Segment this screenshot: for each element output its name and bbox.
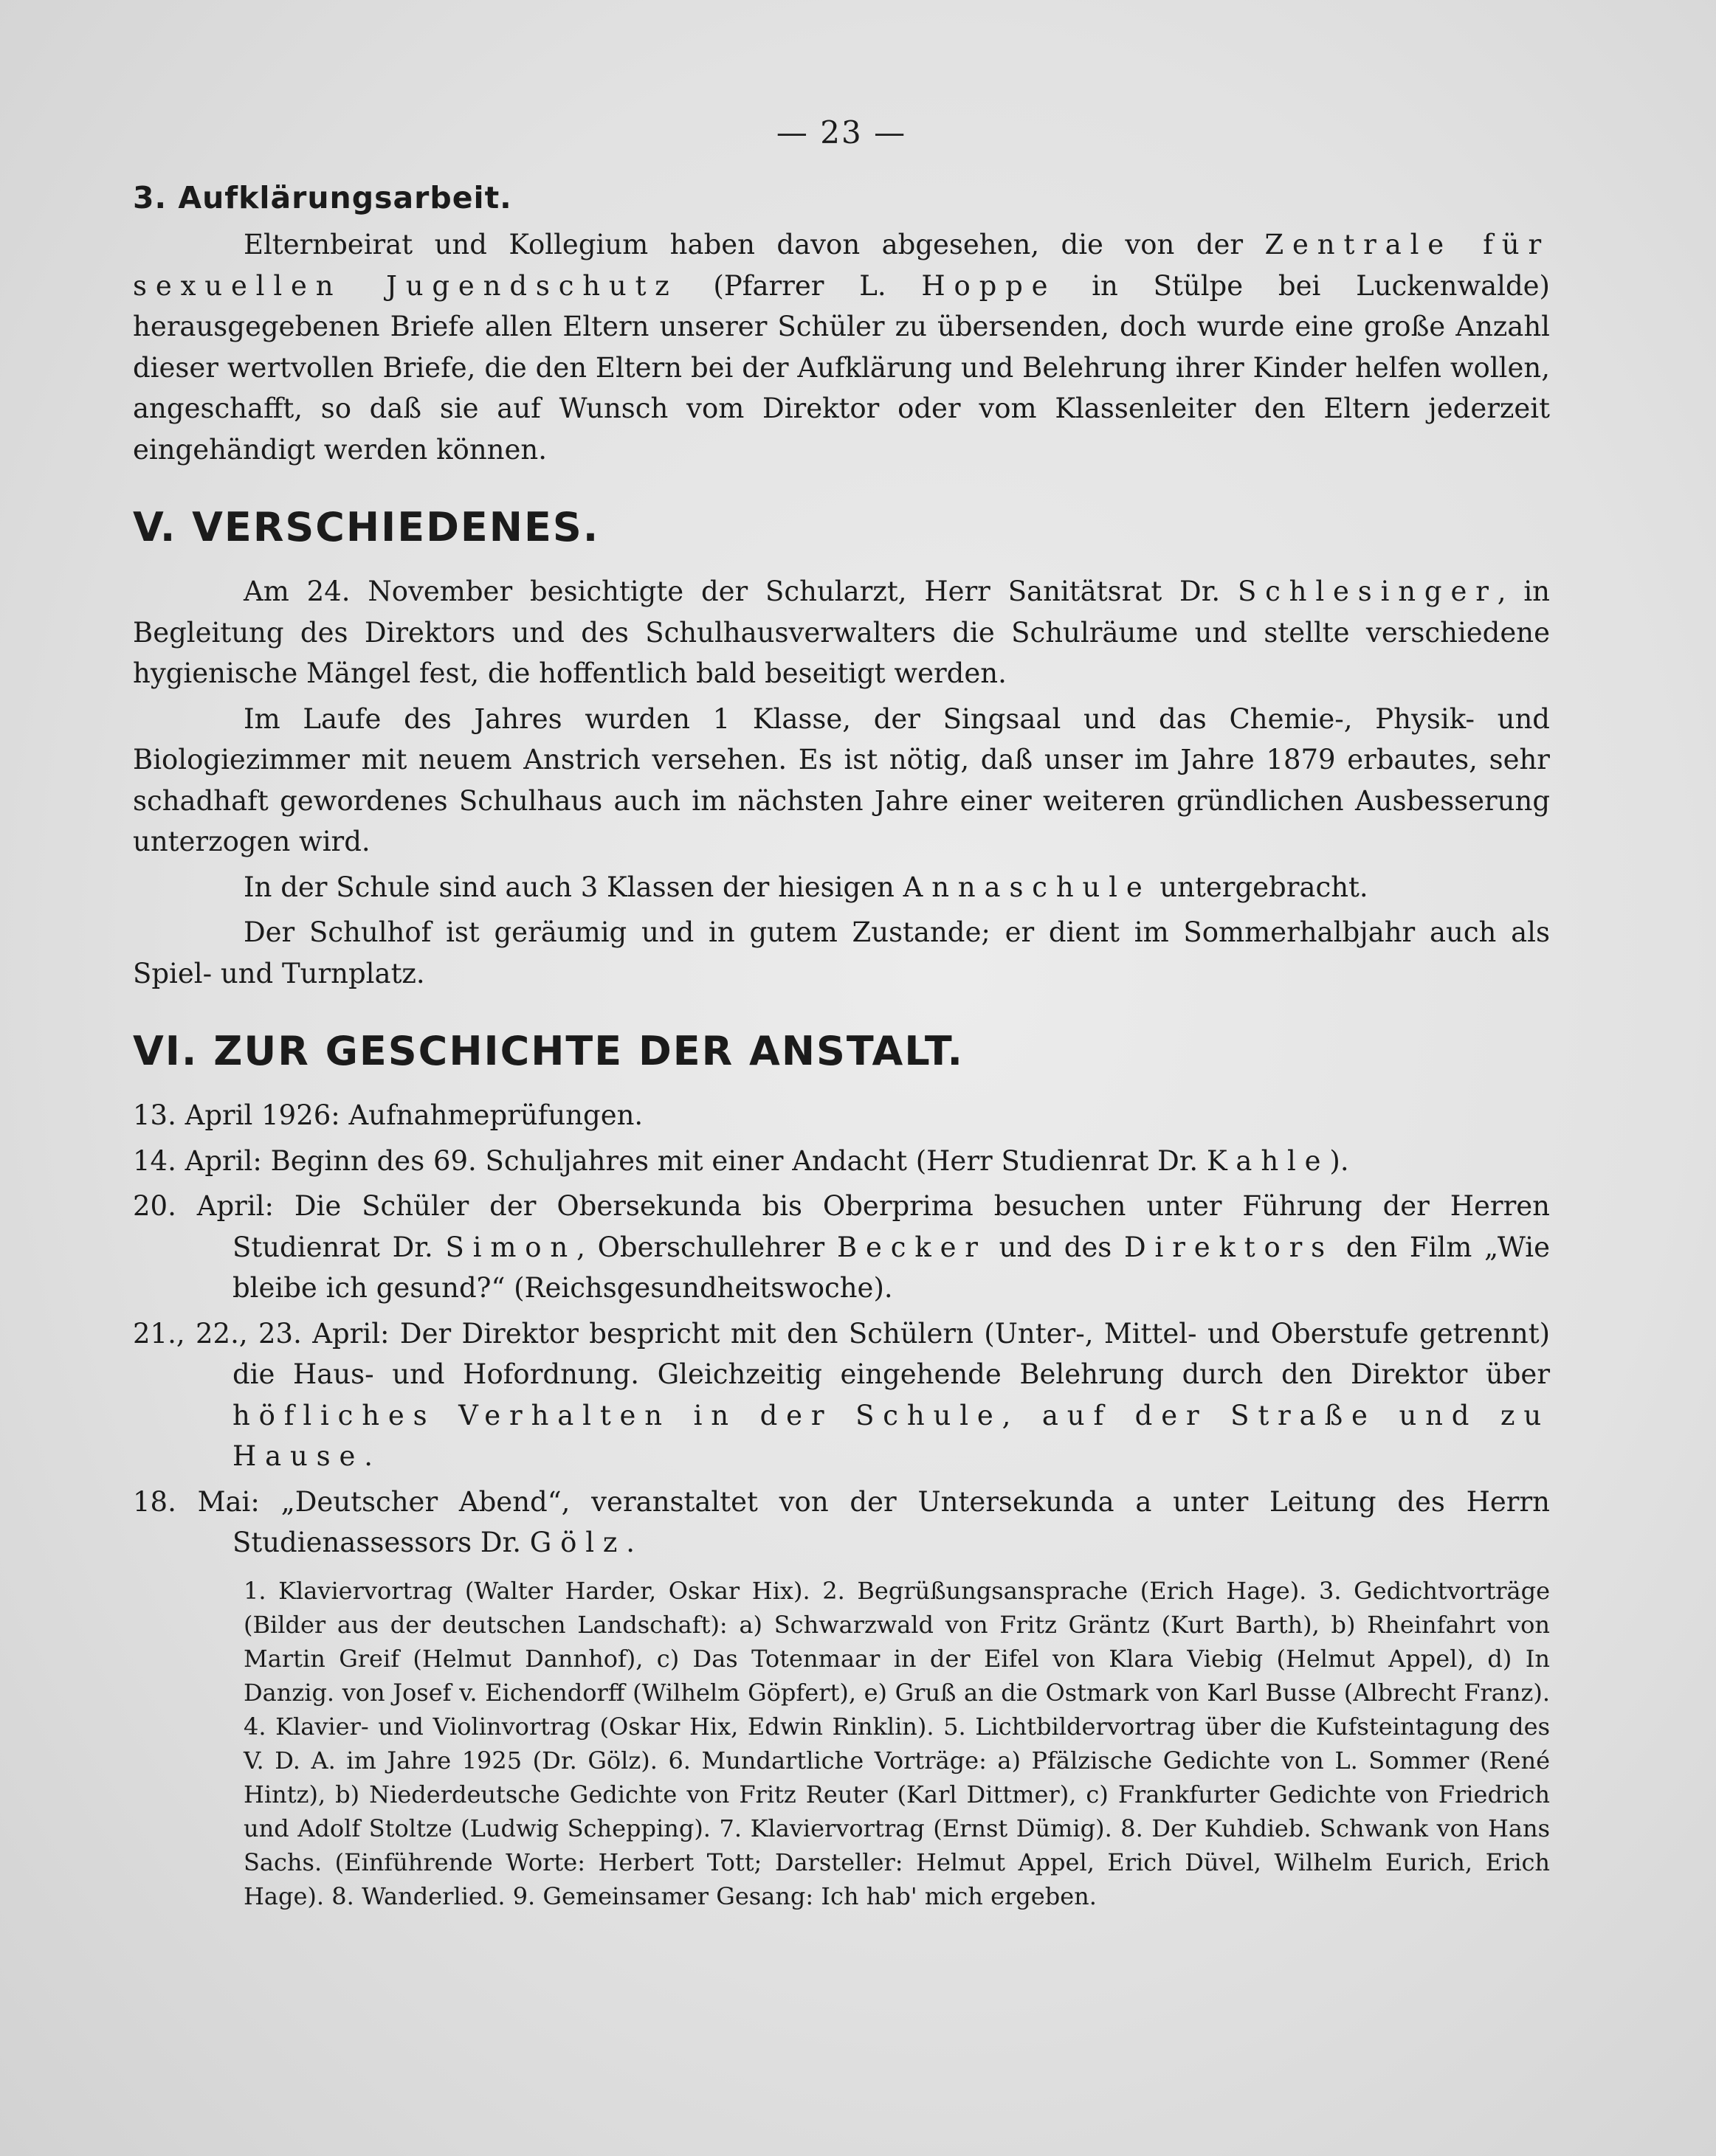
- spaced-text-becker: Becker: [836, 1231, 987, 1263]
- spaced-text-goelz: Gölz: [529, 1527, 627, 1558]
- text-run: 14. April: Beginn des 69. Schuljahres mit einer Andacht (Herr Studienrat Dr.: [133, 1144, 1207, 1177]
- text-run: und des: [986, 1231, 1125, 1263]
- text-run: Am 24. November besichtigte der Schularzt, Herr Sanitätsrat Dr.: [244, 576, 1238, 607]
- chronicle-entry: [133, 1141, 1550, 1182]
- verschiedenes-paragraph-2: Im Laufe des Jahres wurden 1 Klasse, der Singsaal und das Chemie-, Physik- und Biologiezimmer mit neuem Anstrich versehen. Es ist nötig, daß unser im Jahre 1879 erbautes, sehr schadhaft gewordenes Schulhaus auch im nächsten Jahre einer weiteren gründlichen Ausbesserung unterzogen wird.: [133, 702, 1550, 857]
- chronicle-entry: [133, 1313, 1550, 1477]
- aufklaerung-paragraph: [133, 224, 1550, 470]
- spaced-text-schlesinger: Schlesinger: [1237, 576, 1498, 607]
- text-run: den Film „Wie bleibe ich gesund?“ (Reichsgesundheitswoche).: [232, 1231, 1551, 1304]
- text-run: , Oberschullehrer: [576, 1231, 837, 1263]
- aufklaerung-heading: 3. Aufklärungsarbeit.: [133, 180, 512, 215]
- spaced-text-hoefliches-verhalten: höfliches Verhalten in der Schule, auf der Straße und zu Hause: [232, 1399, 1550, 1472]
- spaced-text-hoppe: Hoppe: [921, 269, 1057, 302]
- page-content: [133, 114, 1550, 1913]
- spaced-text-annaschule: Annaschule: [903, 871, 1151, 903]
- verschiedenes-heading: V. VERSCHIEDENES.: [133, 504, 600, 550]
- chronicle-entry: [133, 1482, 1550, 1564]
- text-run: ).: [1329, 1144, 1349, 1177]
- spaced-text-zentrale: Zentrale für sexuellen Jugendschutz: [133, 229, 1550, 302]
- text-run: untergebracht.: [1151, 871, 1368, 903]
- verschiedenes-paragraph-3: [133, 867, 1550, 908]
- text-run: (Pfarrer L.: [678, 269, 922, 302]
- spaced-text-direktors: Direktors: [1124, 1231, 1334, 1263]
- geschichte-heading: VI. ZUR GESCHICHTE DER ANSTALT.: [133, 1028, 964, 1074]
- spaced-text-simon: Simon: [445, 1231, 577, 1263]
- program-details: 1. Klaviervortrag (Walter Harder, Oskar Hix). 2. Begrüßungsansprache (Erich Hage). 3. Gedichtvorträge (Bilder aus der deutschen Landschaft): a) Schwarzwald von Fritz Gräntz (Kurt Barth), b) Rheinfahrt von Martin Greif (Helmut Dannhof), c) Das Totenmaar in der Eifel von Klara Viebig (Helmut Appel), d) In Danzig. von Josef v. Eichendorff (Wilhelm Göpfert), e) Gruß an die Ostmark von Karl Busse (Albrecht Franz). 4. Klavier- und Violinvortrag (Oskar Hix, Edwin Rinklin). 5. Lichtbildervortrag über die Kufsteintagung des V. D. A. im Jahre 1925 (Dr. Gölz). 6. Mundartliche Vorträge: a) Pfälzische Gedichte von L. Sommer (René Hintz), b) Niederdeutsche Gedichte von Fritz Reuter (Karl Dittmer), c) Frankfurter Gedichte von Friedrich und Adolf Stoltze (Ludwig Schepping). 7. Klaviervortrag (Ernst Dümig). 8. Der Kuhdieb. Schwank von Hans Sachs. (Einführende Worte: Herbert Tott; Darsteller: Helmut Appel, Erich Düvel, Wilhelm Eurich, Erich Hage). 8. Wanderlied. 9. Gemeinsamer Gesang: Ich hab' mich ergeben.: [244, 1576, 1550, 1911]
- verschiedenes-paragraph-4: Der Schulhof ist geräumig und in gutem Zustande; er dient im Sommerhalbjahr auch als Spiel- und Turnplatz.: [133, 916, 1550, 989]
- text-run: 21., 22., 23. April: Der Direktor bespricht mit den Schülern (Unter-, Mittel- und Oberstufe getrennt) die Haus- und Hofordnung. Gleichzeitig eingehende Belehrung durch den Direktor über: [133, 1317, 1550, 1390]
- verschiedenes-paragraph-1: [133, 571, 1550, 694]
- chronicle-list: [133, 1095, 1550, 1564]
- text-run: in Stülpe bei Luckenwalde) herausgegebenen Briefe allen Eltern unserer Schüler zu übersenden, doch wurde eine große Anzahl dieser wertvollen Briefe, die den Eltern bei der Aufklärung und Belehrung ihrer Kinder helfen wollen, angeschafft, so daß sie auf Wunsch vom Direktor oder vom Klassenleiter den Eltern jederzeit eingehändigt werden können.: [133, 269, 1550, 466]
- text-run: In der Schule sind auch 3 Klassen der hiesigen: [244, 871, 903, 903]
- text-run: 18. Mai: „Deutscher Abend“, veranstaltet von der Untersekunda a unter Leitung des Herrn Studienassessors Dr.: [133, 1485, 1550, 1558]
- text-run: Elternbeirat und Kollegium haben davon abgesehen, die von der: [244, 229, 1265, 260]
- page-number: — 23 —: [776, 114, 907, 151]
- chronicle-entry: 13. April 1926: Aufnahmeprüfungen.: [133, 1099, 644, 1131]
- text-run: .: [626, 1527, 635, 1558]
- chronicle-entry: [133, 1186, 1550, 1309]
- text-run: 20. April: Die Schüler der Obersekunda bis Oberprima besuchen unter Führung der Herren Studienrat Dr.: [133, 1190, 1550, 1263]
- text-run: , in Begleitung des Direktors und des Schulhausverwalters die Schulräume und stellte verschiedene hygienische Mängel fest, die hoffentlich bald beseitigt werden.: [133, 576, 1551, 689]
- spaced-text-kahle: Kahle: [1206, 1144, 1330, 1177]
- text-run: .: [364, 1440, 373, 1472]
